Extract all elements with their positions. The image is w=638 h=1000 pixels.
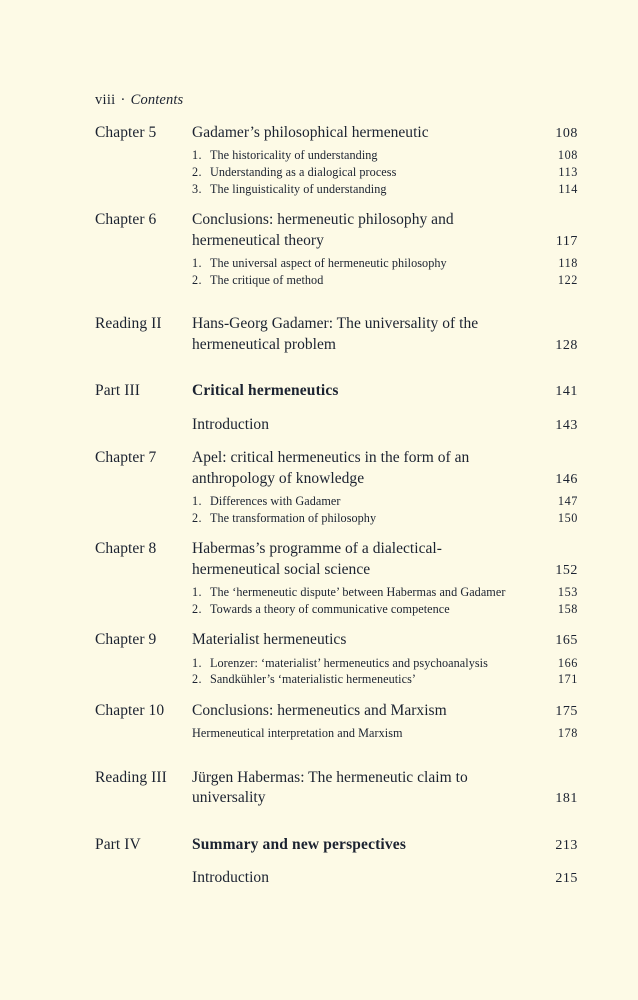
toc-entry-title[interactable]: Conclusions: hermeneutics and Marxism bbox=[192, 701, 447, 719]
toc-entry-label: Chapter 10 bbox=[95, 701, 165, 719]
toc-subentry-page-number: 118 bbox=[558, 256, 578, 271]
entry-spacer bbox=[95, 617, 578, 630]
toc-subentry-title[interactable]: Understanding as a dialogical process bbox=[210, 165, 397, 180]
toc-subentry-title[interactable]: The linguisticality of understanding bbox=[210, 181, 387, 196]
toc-entry-row bbox=[95, 539, 578, 580]
toc-entry-page-number: 117 bbox=[555, 233, 578, 249]
toc-subentry[interactable] bbox=[95, 725, 578, 742]
toc-subentry-number: 1. bbox=[192, 148, 202, 163]
toc-entry[interactable] bbox=[95, 539, 578, 617]
toc-entry-page-number: 152 bbox=[555, 562, 578, 578]
toc-subentry-list bbox=[95, 584, 578, 617]
entry-spacer bbox=[95, 355, 578, 381]
toc-subentry-list bbox=[95, 655, 578, 688]
toc-subentry[interactable] bbox=[95, 272, 578, 289]
toc-entry[interactable] bbox=[95, 123, 578, 197]
toc-entry-row bbox=[95, 381, 578, 401]
toc-subentry-page-number: 153 bbox=[557, 585, 578, 600]
entry-spacer bbox=[95, 855, 578, 868]
toc-subentry-number: 1. bbox=[192, 655, 202, 670]
toc-subentry[interactable] bbox=[95, 510, 578, 527]
entry-spacer bbox=[95, 402, 578, 415]
toc-entry-row bbox=[95, 835, 578, 855]
toc-subentry-title[interactable]: Hermeneutical interpretation and Marxism bbox=[192, 726, 403, 741]
toc-subentry-title[interactable]: The historicality of understanding bbox=[210, 148, 378, 163]
toc-subentry-number: 2. bbox=[192, 601, 202, 616]
toc-subentry[interactable] bbox=[95, 147, 578, 164]
toc-entry-row bbox=[95, 630, 578, 650]
toc-subentry[interactable] bbox=[95, 255, 578, 272]
toc-entry-row bbox=[95, 448, 578, 489]
toc-subentry-page-number: 178 bbox=[557, 726, 578, 741]
toc-entry-page-number: 141 bbox=[555, 384, 578, 400]
toc-entry[interactable] bbox=[95, 415, 578, 435]
toc-subentry-number: 1. bbox=[192, 585, 202, 600]
toc-entry-label: Part III bbox=[95, 382, 140, 400]
toc-subentry[interactable] bbox=[95, 601, 578, 618]
toc-entry-row bbox=[95, 123, 578, 143]
toc-entry-row bbox=[95, 210, 578, 251]
toc-entry[interactable] bbox=[95, 768, 578, 809]
toc-entry-page-number: 128 bbox=[555, 337, 578, 353]
toc-entry-label: Chapter 6 bbox=[95, 211, 157, 229]
toc-entry[interactable] bbox=[95, 701, 578, 742]
toc-subentry-page-number: 171 bbox=[557, 672, 578, 687]
toc-entry-page-number: 213 bbox=[555, 837, 578, 853]
toc-entry-title[interactable]: Gadamer’s philosophical hermeneutic bbox=[192, 124, 429, 141]
entry-spacer bbox=[95, 288, 578, 314]
toc-entry[interactable] bbox=[95, 448, 578, 526]
toc-subentry-number: 2. bbox=[192, 165, 202, 180]
toc-entry-label: Chapter 9 bbox=[95, 631, 157, 649]
toc-subentry-number: 1. bbox=[192, 494, 202, 509]
toc-entry-page-number: 165 bbox=[555, 633, 578, 649]
toc-entry-title[interactable]: Introduction bbox=[192, 869, 269, 887]
toc-subentry-page-number: 108 bbox=[557, 148, 578, 163]
entry-spacer bbox=[95, 688, 578, 701]
toc-subentry-title[interactable]: Towards a theory of communicative competence bbox=[210, 601, 450, 616]
entry-spacer bbox=[95, 197, 578, 210]
toc-entry-title[interactable]: Jürgen Habermas: The hermeneutic claim to universality bbox=[192, 769, 468, 807]
toc-entry-label: Reading II bbox=[95, 315, 162, 333]
toc-subentry-title[interactable]: Differences with Gadamer bbox=[210, 494, 341, 509]
running-head-separator: · bbox=[120, 92, 126, 108]
toc-subentry-number: 1. bbox=[192, 256, 202, 271]
toc-entry[interactable] bbox=[95, 630, 578, 688]
toc-entry-title[interactable]: Materialist hermeneutics bbox=[192, 631, 347, 649]
toc-subentry-title[interactable]: Sandkühler’s ‘materialistic hermeneutics’ bbox=[210, 672, 417, 687]
toc-subentry-list bbox=[95, 493, 578, 526]
toc-entry[interactable] bbox=[95, 210, 578, 288]
toc-entry[interactable] bbox=[95, 381, 578, 401]
toc-entry-page-number: 108 bbox=[555, 125, 578, 141]
toc-entry-label: Part IV bbox=[95, 835, 141, 853]
toc-entry-row bbox=[95, 701, 578, 721]
toc-subentry-title[interactable]: The ‘hermeneutic dispute’ between Habermas and Gadamer bbox=[210, 585, 506, 600]
toc-subentry-page-number: 147 bbox=[557, 494, 578, 509]
toc-subentry-title[interactable]: The transformation of philosophy bbox=[210, 510, 377, 525]
toc-entry-title[interactable]: Hans-Georg Gadamer: The universality of the hermeneutical problem bbox=[192, 315, 479, 353]
toc-subentry-list bbox=[95, 255, 578, 288]
toc-subentry[interactable] bbox=[95, 493, 578, 510]
toc-entry-row bbox=[95, 868, 578, 888]
toc-subentry-page-number: 114 bbox=[558, 181, 578, 196]
toc-entry-row bbox=[95, 768, 578, 809]
toc-subentry-number: 2. bbox=[192, 272, 202, 287]
toc-subentry-title[interactable]: Lorenzer: ‘materialist’ hermeneutics and psychoanalysis bbox=[210, 655, 488, 670]
toc-entry[interactable] bbox=[95, 835, 578, 855]
toc-subentry-number: 3. bbox=[192, 181, 202, 196]
entry-spacer bbox=[95, 435, 578, 448]
toc-subentry-number: 2. bbox=[192, 510, 202, 525]
toc-entry-page-number: 215 bbox=[555, 871, 578, 887]
toc-subentry-title[interactable]: The critique of method bbox=[210, 272, 324, 287]
toc-subentry-page-number: 150 bbox=[557, 510, 578, 525]
toc-entry-page-number: 181 bbox=[555, 791, 578, 807]
toc-entry-page-number: 146 bbox=[555, 471, 578, 487]
toc-entry-label: Reading III bbox=[95, 769, 167, 787]
entry-spacer bbox=[95, 889, 578, 902]
toc-entry-title[interactable]: Apel: critical hermeneutics in the form of an anthropology of knowledge bbox=[192, 449, 470, 487]
toc-entry-row bbox=[95, 415, 578, 435]
toc-subentry-page-number: 113 bbox=[558, 165, 578, 180]
toc-subentry-page-number: 158 bbox=[557, 601, 578, 616]
folio-number: viii bbox=[95, 92, 116, 108]
table-of-contents bbox=[95, 123, 578, 902]
toc-subentry-list bbox=[95, 725, 578, 742]
toc-entry-title[interactable]: Summary and new perspectives bbox=[192, 835, 407, 853]
entry-spacer bbox=[95, 742, 578, 768]
toc-subentry-number: 2. bbox=[192, 672, 202, 687]
toc-entry-title[interactable]: Critical hermeneutics bbox=[192, 382, 339, 400]
toc-subentry[interactable] bbox=[95, 181, 578, 198]
toc-entry-title[interactable]: Habermas’s programme of a dialectical-hermeneutical social science bbox=[192, 540, 442, 578]
toc-entry-page-number: 175 bbox=[555, 703, 578, 719]
toc-subentry[interactable] bbox=[95, 584, 578, 601]
toc-subentry[interactable] bbox=[95, 655, 578, 672]
toc-entry-label: Chapter 8 bbox=[95, 540, 157, 558]
toc-subentry-list bbox=[95, 147, 578, 197]
toc-entry-label: Chapter 7 bbox=[95, 449, 157, 467]
running-head bbox=[95, 92, 578, 109]
toc-entry-row bbox=[95, 314, 578, 355]
toc-subentry[interactable] bbox=[95, 164, 578, 181]
running-head-title: Contents bbox=[130, 92, 184, 108]
toc-entry-label: Chapter 5 bbox=[95, 124, 157, 141]
toc-subentry-page-number: 122 bbox=[557, 272, 578, 287]
toc-subentry[interactable] bbox=[95, 671, 578, 688]
entry-spacer bbox=[95, 526, 578, 539]
toc-subentry-page-number: 166 bbox=[557, 655, 578, 670]
entry-spacer bbox=[95, 809, 578, 835]
toc-subentry-title[interactable]: The universal aspect of hermeneutic philosophy bbox=[210, 256, 447, 271]
toc-entry-page-number: 143 bbox=[555, 417, 578, 433]
toc-entry[interactable] bbox=[95, 314, 578, 355]
toc-entry-title[interactable]: Conclusions: hermeneutic philosophy and hermeneutical theory bbox=[192, 211, 454, 249]
toc-entry-title[interactable]: Introduction bbox=[192, 415, 269, 433]
toc-entry[interactable] bbox=[95, 868, 578, 888]
